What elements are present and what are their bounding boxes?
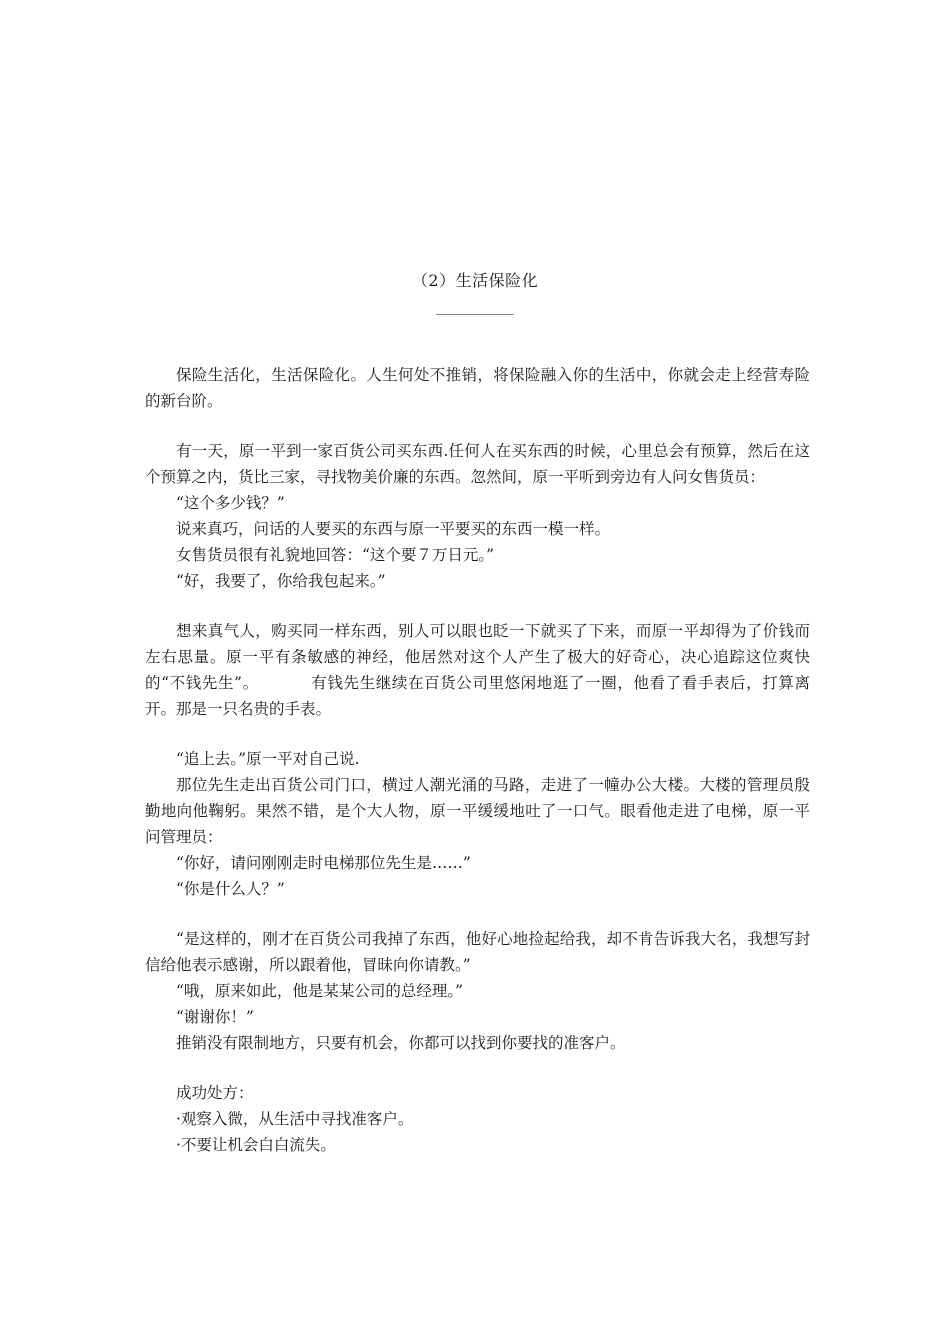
paragraph-line: 说来真巧，问话的人要买的东西与原一平要买的东西一模一样。 — [176, 520, 611, 538]
success-tip-item: ·观察入微，从生活中寻找准客户。 — [176, 1110, 414, 1128]
success-tip-item: ·不要让机会白白流失。 — [176, 1136, 336, 1154]
paragraph-building: 那位先生走出百货公司门口，横过人潮光涌的马路，走进了一幢办公大楼。大楼的管理员殷勤地向他鞠躬。果然不错，是个大人物，原一平缓缓地吐了一口气。眼看他走进了电梯，原一平问管理员： — [145, 776, 810, 846]
paragraph-gap — [145, 722, 810, 746]
paragraph-gap — [145, 414, 810, 438]
paragraph-gap — [145, 902, 810, 926]
paragraph-rich-man-part1: 想来真气人，购买同一样东西，别人可以眼也眨一下就买了下来，而原一平却得为了价钱而左右思量。原一平有条敏感的神经，他居然对这个人产生了极大的好奇心，决心追踪这位爽快的“不钱先生”。 — [145, 622, 810, 692]
dialogue-line: “好，我要了，你给我包起来。” — [176, 572, 386, 590]
paragraph-moral: 推销没有限制地方，只要有机会，你都可以找到你要找的准客户。 — [176, 1034, 626, 1052]
paragraph-story-start: 有一天，原一平到一家百货公司买东西.任何人在买东西的时候，心里总会有预算，然后在这个预算之内，货比三家，寻找物美价廉的东西。忽然间，原一平听到旁边有人问女售货员： — [145, 442, 810, 486]
article-body — [145, 362, 810, 1158]
dialogue-line: “追上去。”原一平对自己说. — [176, 750, 360, 768]
dialogue-line: “谢谢你！” — [176, 1008, 254, 1026]
paragraph-rich-man-part2: 有钱先生继续在百货公司里悠闲地逛了一圈，他看了看手表后，打算离开。那是一只名贵的手表。 — [145, 674, 810, 718]
dialogue-explanation: “是这样的，刚才在百货公司我掉了东西，他好心地捡起给我，却不肯告诉我大名，我想写封信给他表示感谢，所以跟着他，冒昧向你请教。” — [145, 930, 810, 974]
paragraph-gap — [145, 1056, 810, 1080]
success-tips-heading: 成功处方： — [176, 1084, 254, 1102]
dialogue-line: “你是什么人？” — [176, 880, 285, 898]
dialogue-line: “你好，请问刚刚走时电梯那位先生是……” — [176, 854, 471, 872]
dialogue-line: “哦，原来如此，他是某某公司的总经理。” — [176, 982, 464, 1000]
paragraph-gap — [145, 594, 810, 618]
dialogue-line: 女售货员很有礼貌地回答：“这个要７万日元。” — [176, 546, 495, 564]
paragraph-rich-man — [145, 618, 810, 722]
title-underline — [436, 314, 514, 315]
dialogue-line: “这个多少钱？” — [176, 494, 285, 512]
paragraph-intro: 保险生活化，生活保险化。人生何处不推销，将保险融入你的生活中，你就会走上经营寿险的新台阶。 — [145, 366, 810, 410]
section-title: （2）生活保险化 — [411, 271, 539, 290]
